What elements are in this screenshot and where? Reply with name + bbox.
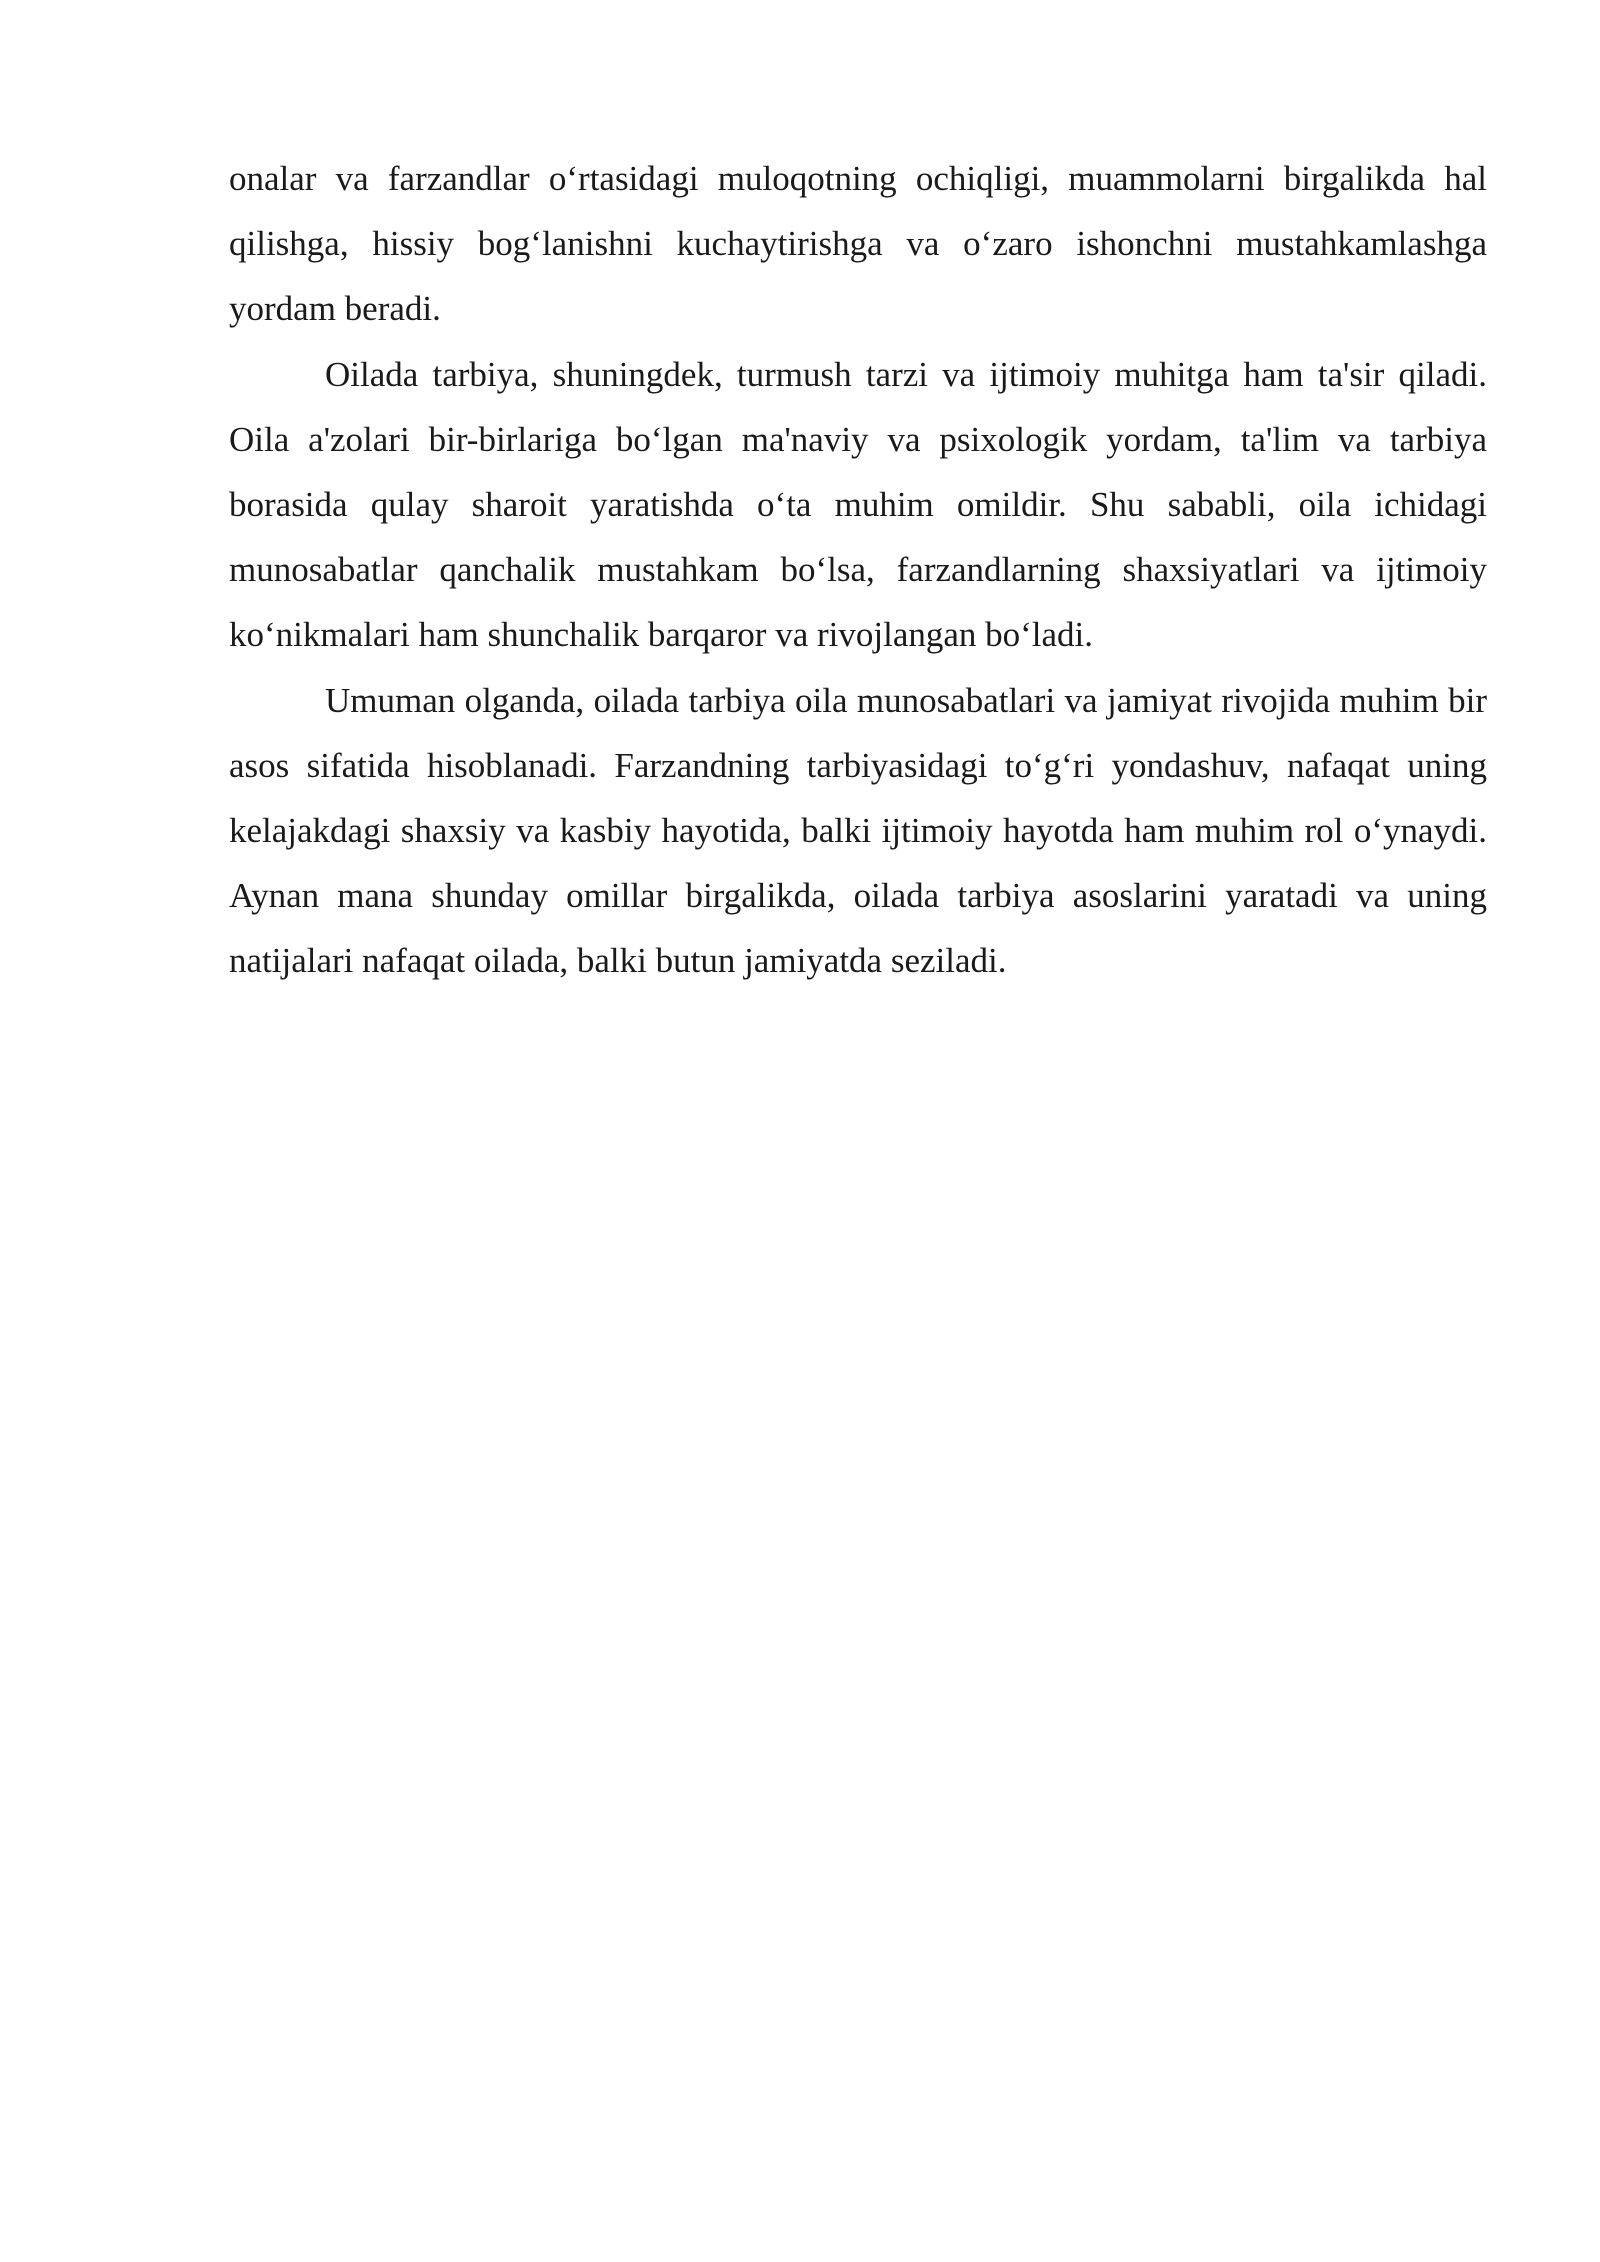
- paragraph-family-upbringing-influence: Oilada tarbiya, shuningdek, turmush tarzi va ijtimoiy muhitga ham ta'sir qiladi. Oila a'zolari bir-birlariga bo‘lgan ma'naviy va psixologik yordam, ta'lim va tarbiya borasida qulay sharoit yaratishda o‘ta muhim omildir. Shu sababli, oila ichidagi munosabatlar qanchalik mustahkam bo‘lsa, farzandlarning shaxsiyatlari va ijtimoiy ko‘nikmalari ham shunchalik barqaror va rivojlangan bo‘ladi.: [229, 354, 1487, 655]
- document-body: [229, 146, 1487, 994]
- paragraph-conclusion: Umuman olganda, oilada tarbiya oila munosabatlari va jamiyat rivojida muhim bir asos sifatida hisoblanadi. Farzandning tarbiyasidagi to‘g‘ri yondashuv, nafaqat uning kelajakdagi shaxsiy va kasbiy hayotida, balki ijtimoiy hayotda ham muhim rol o‘ynaydi. Aynan mana shunday omillar birgalikda, oilada tarbiya asoslarini yaratadi va uning natijalari nafaqat oilada, balki butun jamiyatda seziladi.: [229, 680, 1487, 981]
- paragraph-continuation: onalar va farzandlar o‘rtasidagi muloqotning ochiqligi, muammolarni birgalikda hal qilishga, hissiy bog‘lanishni kuchaytirishga va o‘zaro ishonchni mustahkamlashga yordam beradi.: [229, 159, 1487, 329]
